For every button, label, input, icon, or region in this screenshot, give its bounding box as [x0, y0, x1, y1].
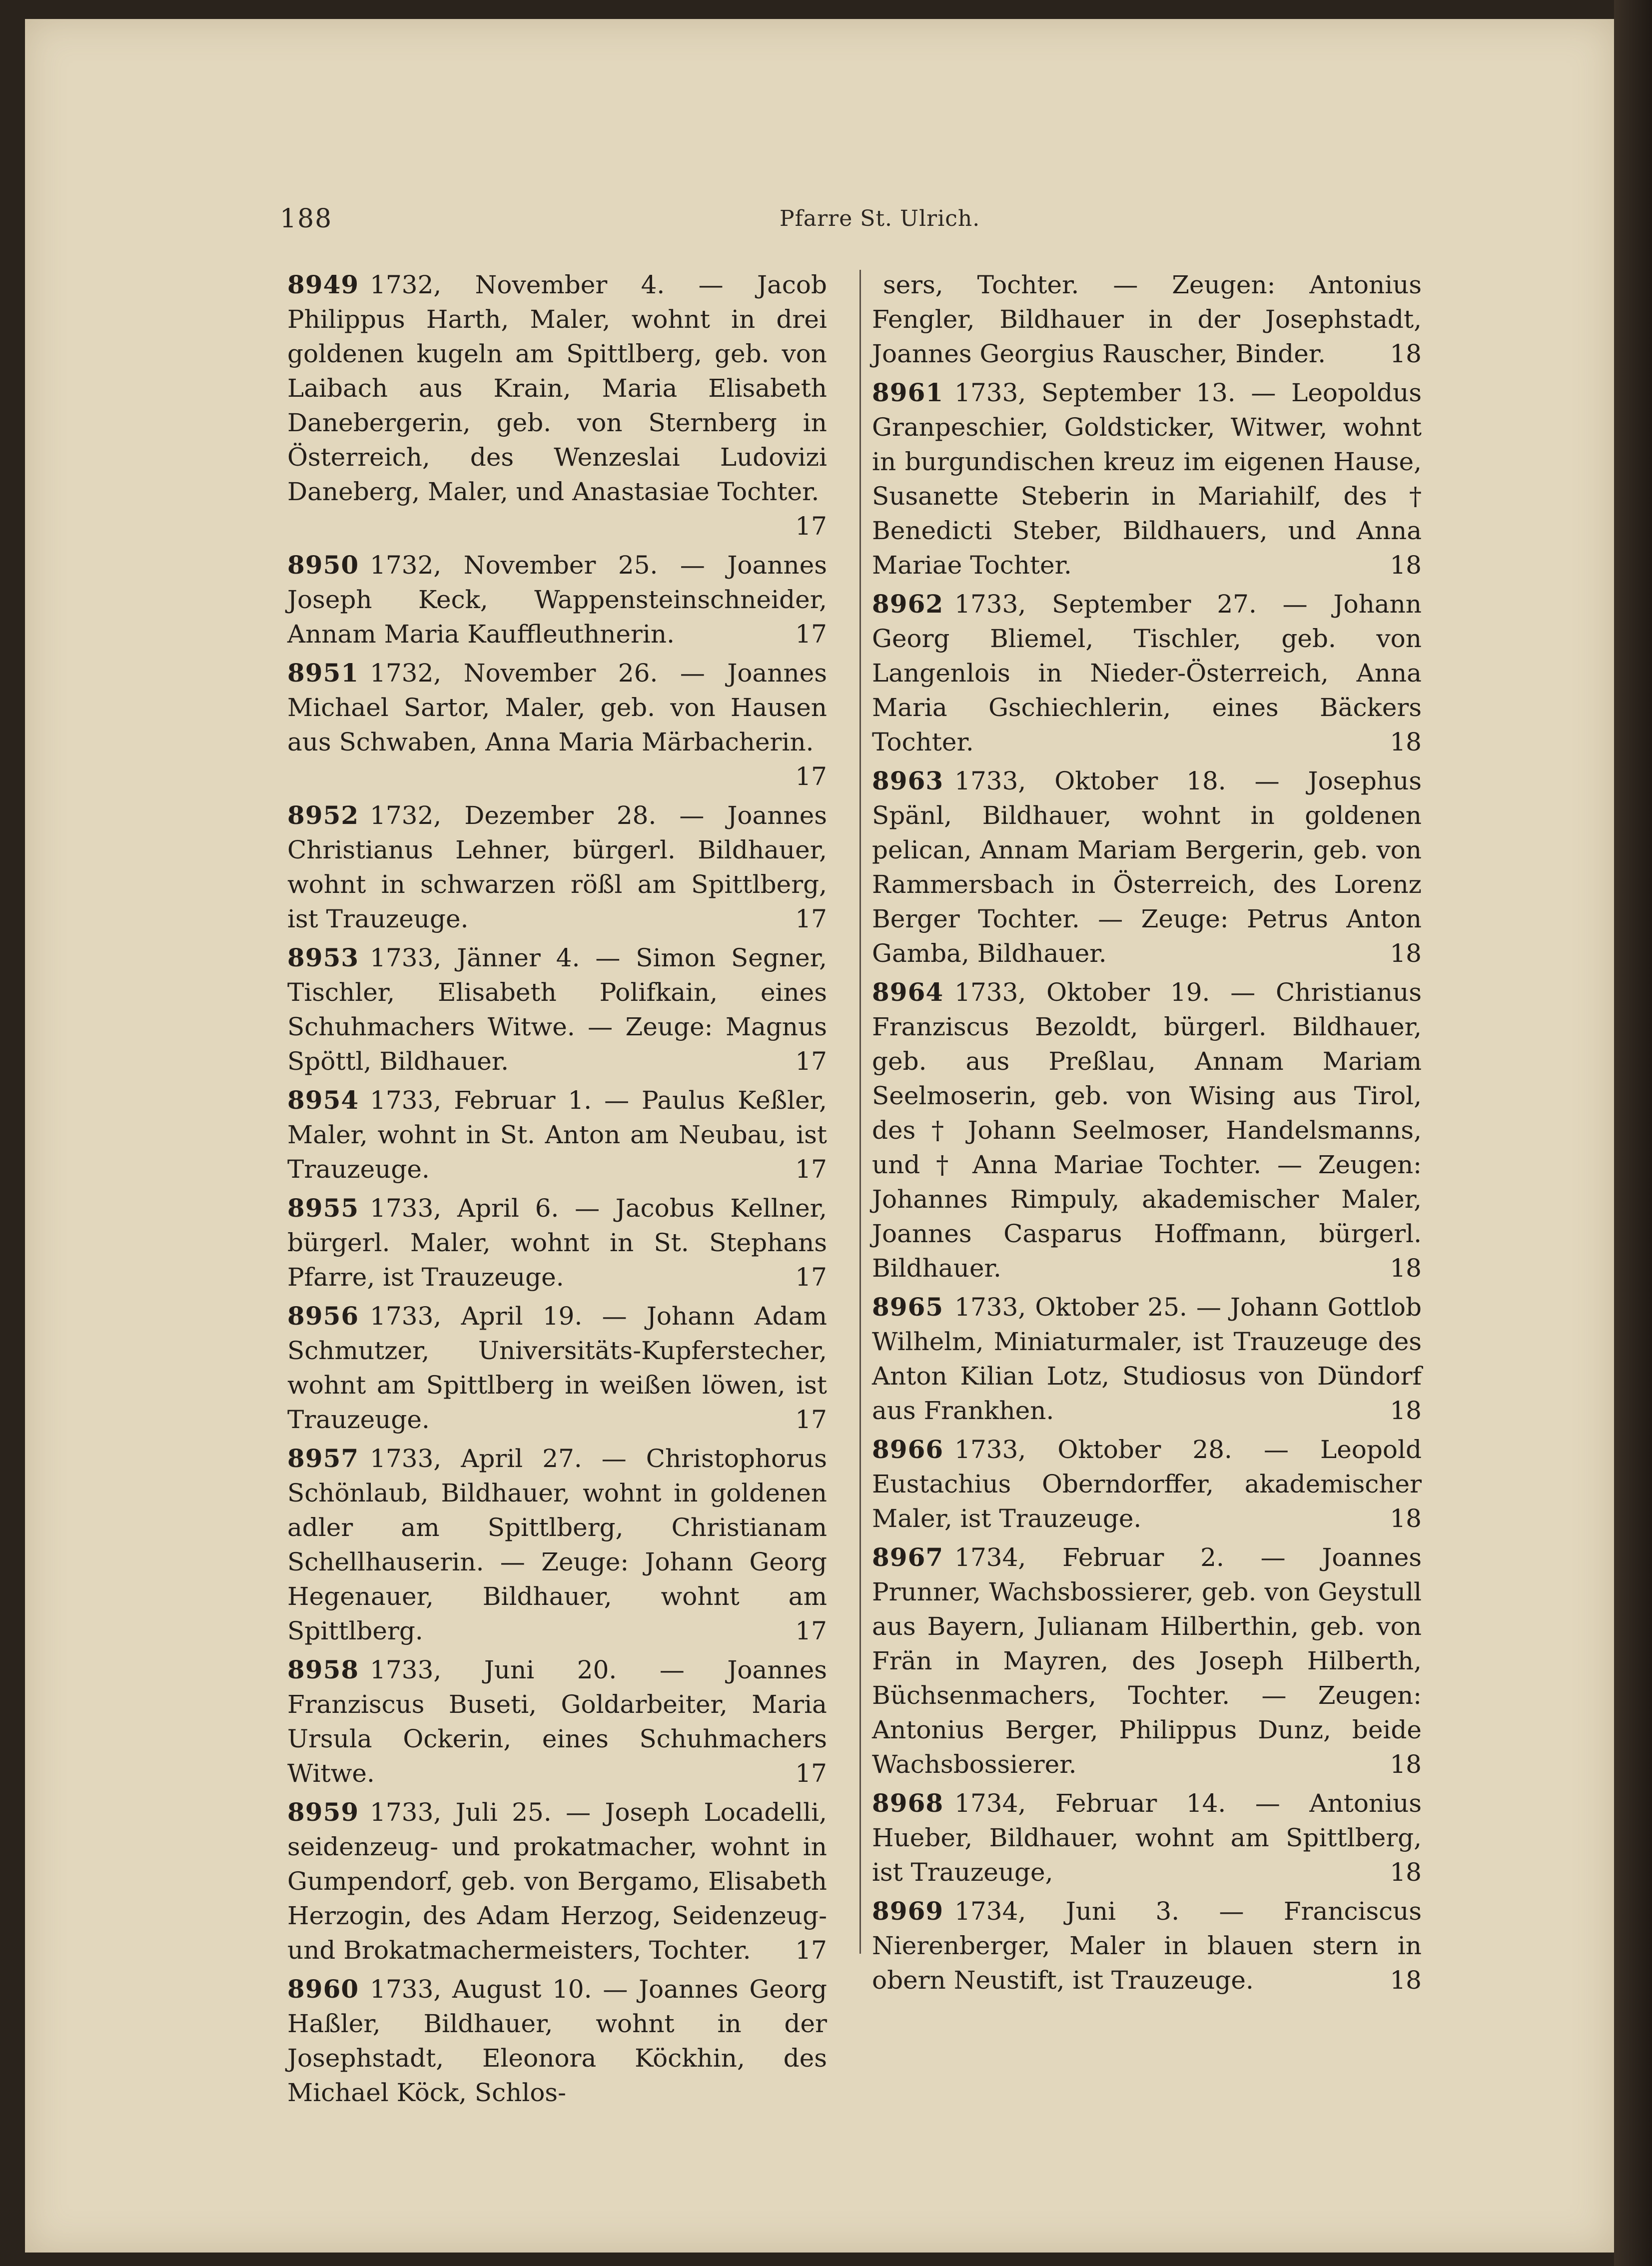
entry-text: 1733, September 27. — Johann Georg Bliemel, Tischler, geb. von Langenlois in Nieder-Österreich, Anna Maria Gschiechlerin, eines Bäckers Tochter. [872, 590, 1422, 756]
entry [287, 656, 827, 794]
column-divider [859, 270, 861, 1954]
entry-ref: 17 [795, 904, 827, 933]
entry-text: 1732, November 26. — Joannes Michael Sartor, Maler, geb. von Hausen aus Schwaben, Anna Maria Märbacherin. [287, 659, 827, 756]
entry-text: 1733, April 6. — Jacobus Kellner, bürgerl. Maler, wohnt in St. Stephans Pfarre, ist Trauzeuge. [287, 1194, 827, 1292]
entry-number: 8964 [872, 977, 944, 1007]
entry [287, 267, 827, 544]
entry-ref: 17 [795, 1263, 827, 1292]
entry-ref: 17 [795, 512, 827, 541]
entry [872, 267, 1422, 371]
entry-number: 8966 [872, 1435, 944, 1464]
entry-text: 1734, Februar 2. — Joannes Prunner, Wachsbossierer, geb. von Geystull aus Bayern, Julianam Hilberthin, geb. von Frän in Mayren, des Joseph Hilberth, Büchsenmachers, Tochter. — Zeugen: Antonius Berger, Philippus Dunz, beide Wachsbossierer. [872, 1543, 1422, 1779]
entry-text: 1733, Juni 20. — Joannes Franziscus Buseti, Goldarbeiter, Maria Ursula Ockerin, eines Schuhmachers Witwe. [287, 1655, 827, 1788]
left-column [287, 267, 827, 2114]
entry-text: 1733, Juli 25. — Joseph Locadelli, seidenzeug- und prokatmacher, wohnt in Gumpendorf, geb. von Bergamo, Elisabeth Herzogin, des Adam Herzog, Seidenzeug- und Brokatmachermeisters, Tochter. [287, 1798, 827, 1965]
entry-number: 8953 [287, 943, 359, 972]
entry-ref: 17 [795, 762, 827, 791]
entry [872, 1786, 1422, 1890]
entry-number: 8967 [872, 1542, 944, 1572]
entry-text: 1733, August 10. — Joannes Georg Haßler, Bildhauer, wohnt in der Josephstadt, Eleonora Köckhin, des Michael Köck, Schlos- [287, 1975, 827, 2107]
entry-ref: 17 [795, 1405, 827, 1434]
entry-text: 1733, Oktober 25. — Johann Gottlob Wilhelm, Miniaturmaler, ist Trauzeuge des Anton Kilian Lotz, Studiosus von Dündorf aus Frankhen. [872, 1293, 1422, 1425]
entry [287, 940, 827, 1079]
entry-number: 8959 [287, 1797, 359, 1827]
book-spine [1614, 0, 1652, 2266]
entry-ref: 18 [1390, 1858, 1422, 1887]
page-number: 188 [280, 204, 333, 234]
entry-ref: 17 [795, 1936, 827, 1965]
entry-text: 1733, Jänner 4. — Simon Segner, Tischler, Elisabeth Polifkain, eines Schuhmachers Witwe. — Zeuge: Magnus Spöttl, Bildhauer. [287, 943, 827, 1076]
entry [872, 975, 1422, 1286]
entry-ref: 17 [795, 1616, 827, 1645]
entry-number: 8956 [287, 1301, 359, 1331]
entry-text: 1732, November 4. — Jacob Philippus Harth, Maler, wohnt in drei goldenen kugeln am Spittlberg, geb. von Laibach aus Krain, Maria Elisabeth Danebergerin, geb. von Sternberg in Österreich, des Wenzeslai Ludovizi Daneberg, Maler, und Anastasiae Tochter. [287, 270, 827, 506]
entry [872, 1894, 1422, 1998]
entry [287, 1083, 827, 1187]
entry-text: 1733, Februar 1. — Paulus Keßler, Maler, wohnt in St. Anton am Neubau, ist Trauzeuge. [287, 1086, 827, 1184]
entry-number: 8958 [287, 1655, 359, 1684]
entry-ref: 18 [1390, 1966, 1422, 1995]
entry [872, 1432, 1422, 1536]
entry [872, 1290, 1422, 1428]
entry-number: 8965 [872, 1292, 944, 1322]
entry [287, 1652, 827, 1791]
running-title: Pfarre St. Ulrich. [780, 206, 980, 231]
entry-text: 1733, Oktober 19. — Christianus Franziscus Bezoldt, bürgerl. Bildhauer, geb. aus Preßlau, Annam Mariam Seelmoserin, geb. von Wising aus Tirol, des † Johann Seelmoser, Handelsmanns, und † Anna Mariae Tochter. — Zeugen: Johannes Rimpuly, akademischer Maler, Joannes Casparus Hoffmann, bürgerl. Bildhauer. [872, 978, 1422, 1283]
entry-number: 8952 [287, 800, 359, 830]
entry-ref: 18 [1390, 1254, 1422, 1283]
entry-text: sers, Tochter. — Zeugen: Antonius Fengler, Bildhauer in der Josephstadt, Joannes Georgius Rauscher, Binder. [872, 270, 1422, 368]
entry-number: 8962 [872, 589, 944, 619]
entry-ref: 17 [795, 620, 827, 649]
entry-number: 8960 [287, 1974, 359, 2004]
entry [287, 1299, 827, 1437]
entry [872, 375, 1422, 583]
entry-ref: 18 [1390, 939, 1422, 968]
entry-text: 1733, Oktober 18. — Josephus Spänl, Bildhauer, wohnt in goldenen pelican, Annam Mariam Bergerin, geb. von Rammersbach in Österreich, des Lorenz Berger Tochter. — Zeuge: Petrus Anton Gamba, Bildhauer. [872, 766, 1422, 968]
entry-ref: 18 [1390, 551, 1422, 580]
entry-text: 1732, Dezember 28. — Joannes Christianus Lehner, bürgerl. Bildhauer, wohnt in schwarzen rößl am Spittlberg, ist Trauzeuge. [287, 801, 827, 933]
entry [287, 1972, 827, 2110]
entry-number: 8963 [872, 766, 944, 795]
entry-number: 8969 [872, 1896, 944, 1926]
entry-ref: 18 [1390, 339, 1422, 368]
entry [287, 1795, 827, 1968]
entry [872, 587, 1422, 759]
entry [287, 1191, 827, 1295]
entry [287, 548, 827, 652]
right-column [872, 267, 1422, 2002]
entry-text: 1733, April 19. — Johann Adam Schmutzer, Universitäts-Kupferstecher, wohnt am Spittlberg in weißen löwen, ist Trauzeuge. [287, 1302, 827, 1434]
entry-number: 8955 [287, 1193, 359, 1223]
entry-number: 8951 [287, 658, 359, 688]
entry-text: 1733, September 13. — Leopoldus Granpeschier, Goldsticker, Witwer, wohnt in burgundischen kreuz im eigenen Hause, Susanette Steberin in Mariahilf, des † Benedicti Steber, Bildhauers, und Anna Mariae Tochter. [872, 378, 1422, 580]
entry-number: 8968 [872, 1788, 944, 1818]
entry [872, 1540, 1422, 1782]
entry-ref: 17 [795, 1047, 827, 1076]
entry-ref: 18 [1390, 1504, 1422, 1533]
entry-ref: 17 [795, 1155, 827, 1184]
entry-ref: 18 [1390, 1396, 1422, 1425]
entry-text: 1734, Juni 3. — Franciscus Nierenberger, Maler in blauen stern in obern Neustift, ist Trauzeuge. [872, 1897, 1422, 1995]
entry [287, 1441, 827, 1648]
entry-number: 8957 [287, 1444, 359, 1473]
entry [287, 798, 827, 936]
entry-text: 1733, April 27. — Christophorus Schönlaub, Bildhauer, wohnt in goldenen adler am Spittlberg, Christianam Schellhauserin. — Zeuge: Johann Georg Hegenauer, Bildhauer, wohnt am Spittlberg. [287, 1444, 827, 1645]
entry-number: 8950 [287, 550, 359, 580]
entry-ref: 18 [1390, 728, 1422, 756]
entry-ref: 17 [795, 1759, 827, 1788]
entry-text: 1734, Februar 14. — Antonius Hueber, Bildhauer, wohnt am Spittlberg, ist Trauzeuge, [872, 1789, 1422, 1887]
entry-number: 8949 [287, 270, 359, 299]
entry-text: 1733, Oktober 28. — Leopold Eustachius Oberndorffer, akademischer Maler, ist Trauzeuge. [872, 1435, 1422, 1533]
entry-number: 8961 [872, 378, 944, 407]
entry [872, 763, 1422, 971]
entry-number: 8954 [287, 1085, 359, 1115]
entry-ref: 18 [1390, 1750, 1422, 1779]
entry-text: 1732, November 25. — Joannes Joseph Keck, Wappensteinschneider, Annam Maria Kauffleuthnerin. [287, 551, 827, 649]
